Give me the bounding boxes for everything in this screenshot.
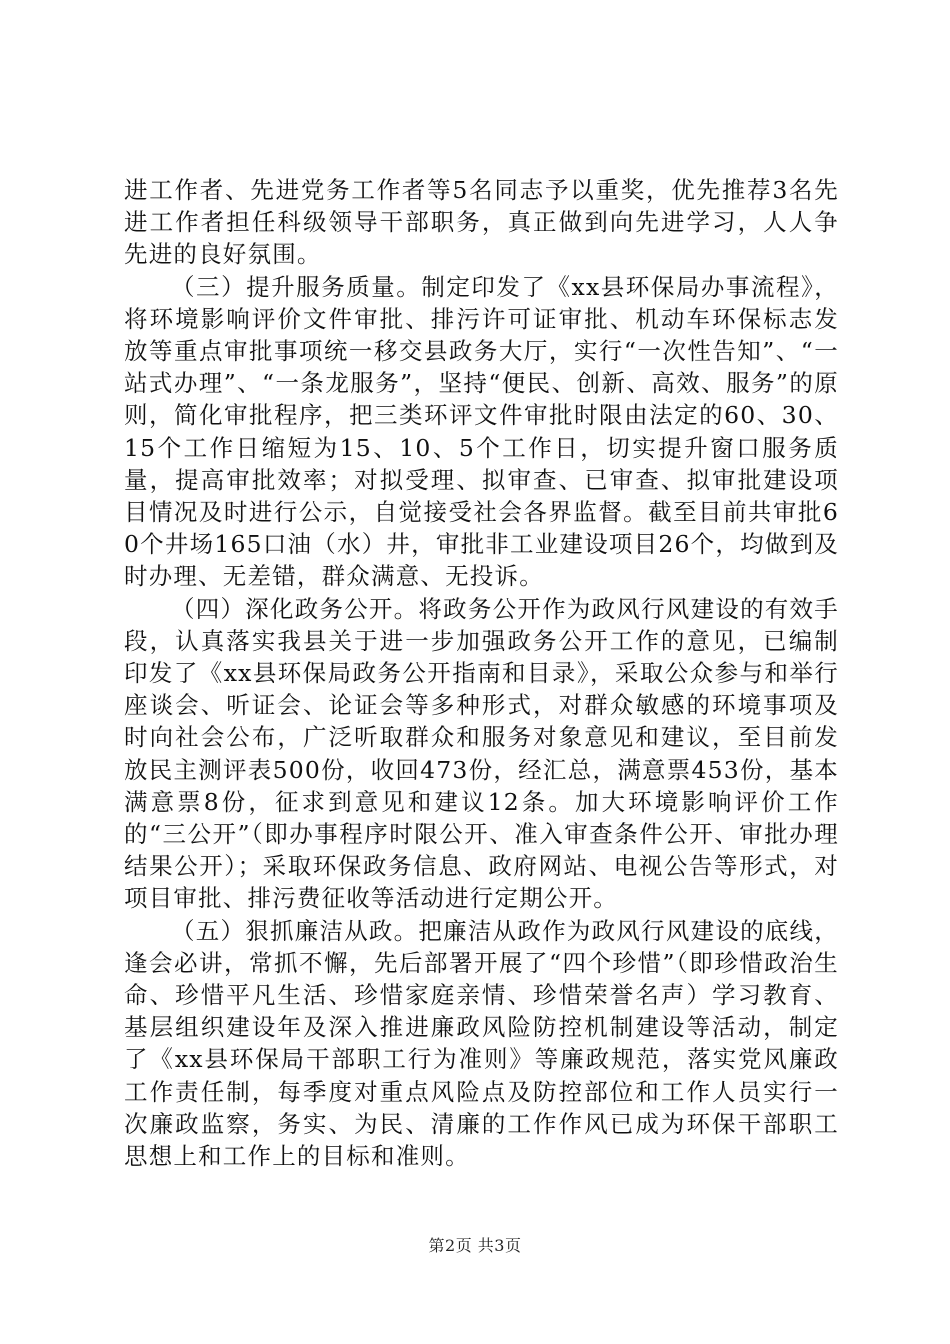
paragraph-continued: 进工作者、先进党务工作者等5名同志予以重奖，优先推荐3名先进工作者担任科级领导干部职务，真正做到向先进学习，人人争先进的良好氛围。 (124, 176, 839, 269)
paragraph-service-quality: （三）提升服务质量。制定印发了《xx县环保局办事流程》，将环境影响评价文件审批、排污许可证审批、机动车环保标志发放等重点审批事项统一移交县政务大厅，实行“一次性告知”、“一站式办理”、“一条龙服务”，坚持“便民、创新、高效、服务”的原则，简化审批程序，把三类环评文件审批时限由法定的60、30、15个工作日缩短为15、10、5个工作日，切实提升窗口服务质量，提高审批效率；对拟受理、拟审查、已审查、拟审批建设项目情况及时进行公示，自觉接受社会各界监督。截至目前共审批60个井场165口油（水）井，审批非工业建设项目26个，均做到及时办理、无差错，群众满意、无投诉。 (124, 272, 839, 591)
page-footer: 第2页 共3页 (428, 1236, 522, 1255)
document-body (124, 174, 839, 1172)
paragraph-government-affairs-openness: （四）深化政务公开。将政务公开作为政风行风建设的有效手段，认真落实我县关于进一步加强政务公开工作的意见，已编制印发了《xx县环保局政务公开指南和目录》，采取公众参与和举行座谈会、听证会、论证会等多种形式，对群众敏感的环境事项及时向社会公布，广泛听取群众和服务对象意见和建议，至目前发放民主测评表500份，收回473份，经汇总，满意票453份，基本满意票8份，征求到意见和建议12条。加大环境影响评价工作的“三公开”（即办事程序时限公开、准入审查条件公开、审批办理结果公开）；采取环保政务信息、政府网站、电视公告等形式，对项目审批、排污费征收等活动进行定期公开。 (124, 594, 839, 913)
paragraph-clean-governance: （五）狠抓廉洁从政。把廉洁从政作为政风行风建设的底线，逢会必讲，常抓不懈，先后部署开展了“四个珍惜”（即珍惜政治生命、珍惜平凡生活、珍惜家庭亲情、珍惜荣誉名声）学习教育、基层组织建设年及深入推进廉政风险防控机制建设等活动，制定了《xx县环保局干部职工行为准则》等廉政规范，落实党风廉政工作责任制，每季度对重点风险点及防控部位和工作人员实行一次廉政监察，务实、为民、清廉的工作作风已成为环保干部职工思想上和工作上的目标和准则。 (124, 916, 839, 1171)
